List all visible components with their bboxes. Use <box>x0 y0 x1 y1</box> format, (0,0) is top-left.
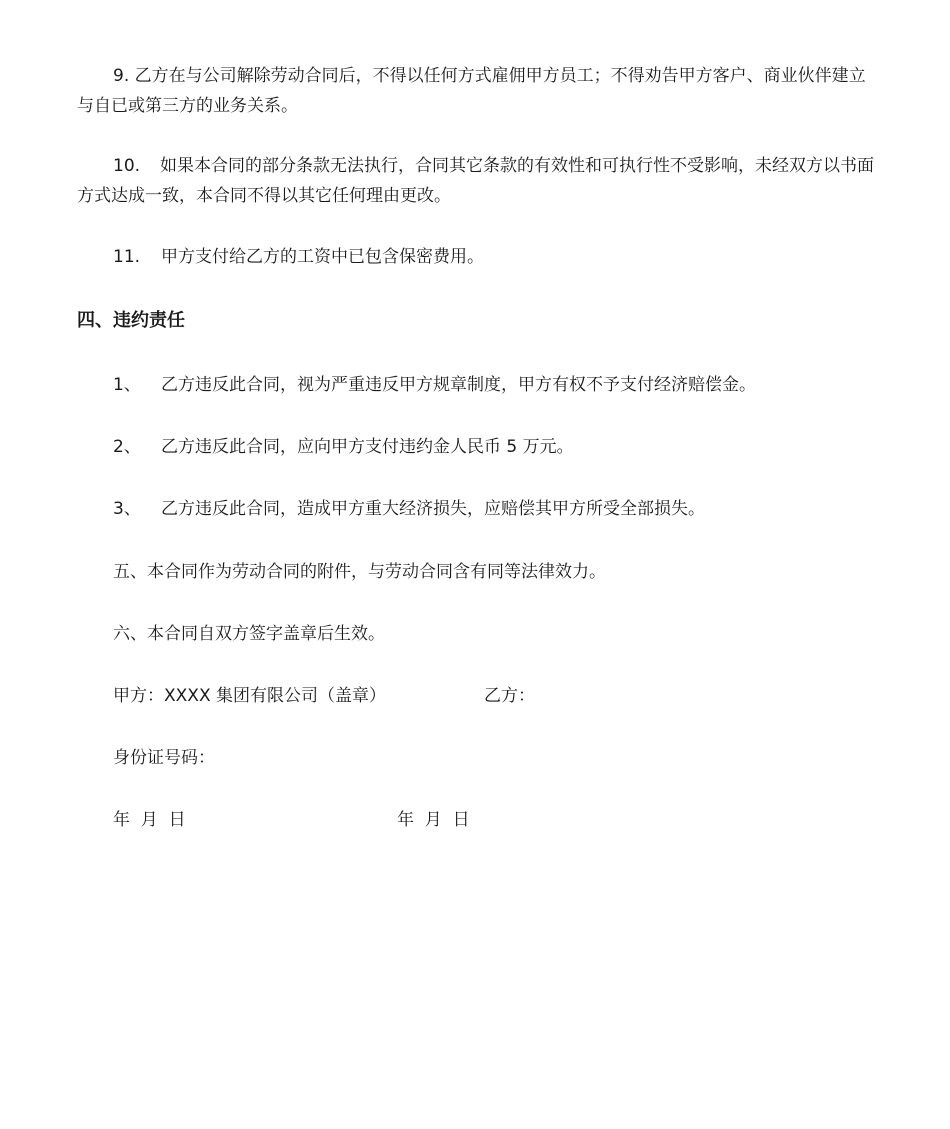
item-text: 乙方违反此合同，应向甲方支付违约金人民币 5 万元。 <box>161 437 574 457</box>
party-a-signature: 甲方：XXXX 集团有限公司（盖章） <box>113 686 386 706</box>
clause-11 <box>113 245 484 269</box>
item-number: 1、 <box>113 375 141 395</box>
section-4-item-3 <box>113 497 705 521</box>
item-number: 3、 <box>113 499 141 519</box>
section-4-item-2 <box>113 435 574 459</box>
section-6: 六、本合同自双方签字盖章后生效。 <box>113 624 385 644</box>
section-5: 五、本合同作为劳动合同的附件，与劳动合同含有同等法律效力。 <box>113 562 606 582</box>
clause-10 <box>77 151 877 211</box>
item-text: 乙方违反此合同，造成甲方重大经济损失，应赔偿其甲方所受全部损失。 <box>161 499 705 519</box>
date-party-a: 年 月 日 <box>113 810 186 830</box>
clause-11-number: 11. <box>113 247 141 267</box>
party-b-signature: 乙方： <box>484 686 535 706</box>
item-text: 乙方违反此合同，视为严重违反甲方规章制度，甲方有权不予支付经济赔偿金。 <box>161 375 756 395</box>
clause-10-text: 如果本合同的部分条款无法执行，合同其它条款的有效性和可执行性不受影响，未经双方以书面方式达成一致，本合同不得以其它任何理由更改。 <box>77 156 875 206</box>
clause-11-text: 甲方支付给乙方的工资中已包含保密费用。 <box>161 247 484 267</box>
clause-10-number: 10. <box>113 156 141 176</box>
item-number: 2、 <box>113 437 141 457</box>
section-4-heading: 四、违约责任 <box>77 310 185 331</box>
id-number-label: 身份证号码： <box>113 748 215 768</box>
clause-9: 9. 乙方在与公司解除劳动合同后，不得以任何方式雇佣甲方员工；不得劝告甲方客户、商业伙伴建立与自已或第三方的业务关系。 <box>77 66 866 116</box>
section-4-item-1 <box>113 373 756 397</box>
date-party-b: 年 月 日 <box>397 810 470 830</box>
